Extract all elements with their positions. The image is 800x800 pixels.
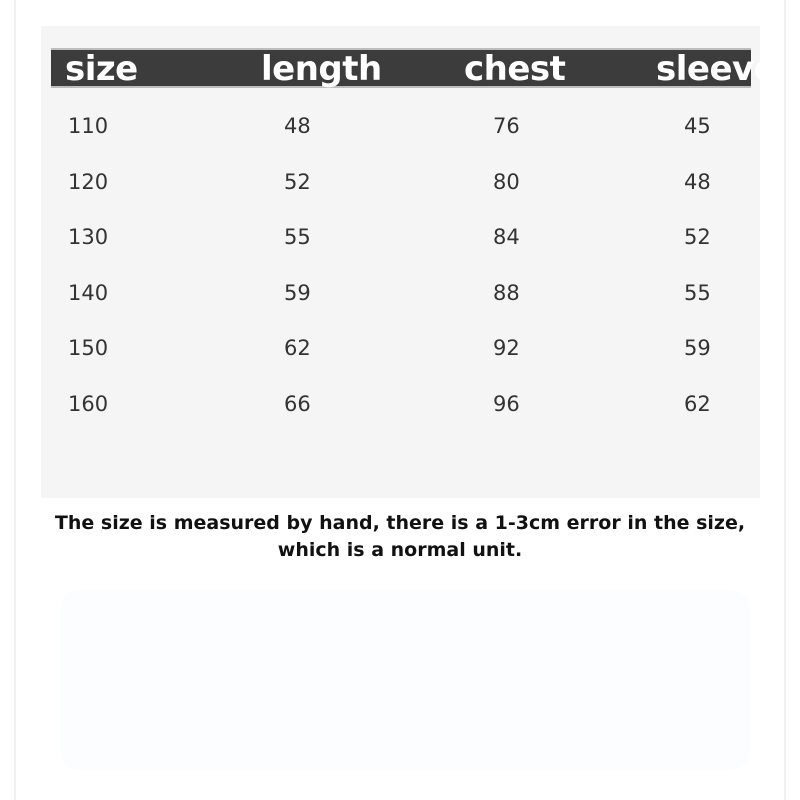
- cell-chest: 84: [493, 225, 520, 249]
- table-row: [0, 217, 800, 257]
- cell-sleeve: 59: [684, 336, 711, 360]
- cell-size: 110: [68, 114, 109, 138]
- faded-background-image: [60, 590, 750, 770]
- cell-sleeve: 55: [684, 281, 711, 305]
- cell-sleeve: 45: [684, 114, 711, 138]
- cell-size: 140: [68, 281, 109, 305]
- cell-sleeve: 48: [684, 170, 711, 194]
- cell-size: 150: [68, 336, 109, 360]
- header-sleeve: sleeve: [656, 49, 777, 89]
- cell-sleeve: 52: [684, 225, 711, 249]
- cell-size: 120: [68, 170, 109, 194]
- cell-length: 55: [284, 225, 311, 249]
- cell-chest: 96: [493, 392, 520, 416]
- table-row: [0, 384, 800, 424]
- header-size: size: [65, 49, 138, 89]
- cell-length: 48: [284, 114, 311, 138]
- header-chest: chest: [464, 49, 566, 89]
- cell-size: 160: [68, 392, 109, 416]
- cell-length: 59: [284, 281, 311, 305]
- cell-size: 130: [68, 225, 109, 249]
- header-length: length: [261, 49, 382, 89]
- table-row: [0, 273, 800, 313]
- cell-chest: 92: [493, 336, 520, 360]
- cell-length: 66: [284, 392, 311, 416]
- cell-sleeve: 62: [684, 392, 711, 416]
- table-row: [0, 328, 800, 368]
- table-row: [0, 162, 800, 202]
- cell-chest: 76: [493, 114, 520, 138]
- cell-chest: 88: [493, 281, 520, 305]
- table-row: [0, 106, 800, 146]
- cell-chest: 80: [493, 170, 520, 194]
- cell-length: 52: [284, 170, 311, 194]
- measurement-note: The size is measured by hand, there is a 1-3cm error in the size, which is a normal unit.: [54, 512, 746, 561]
- cell-length: 62: [284, 336, 311, 360]
